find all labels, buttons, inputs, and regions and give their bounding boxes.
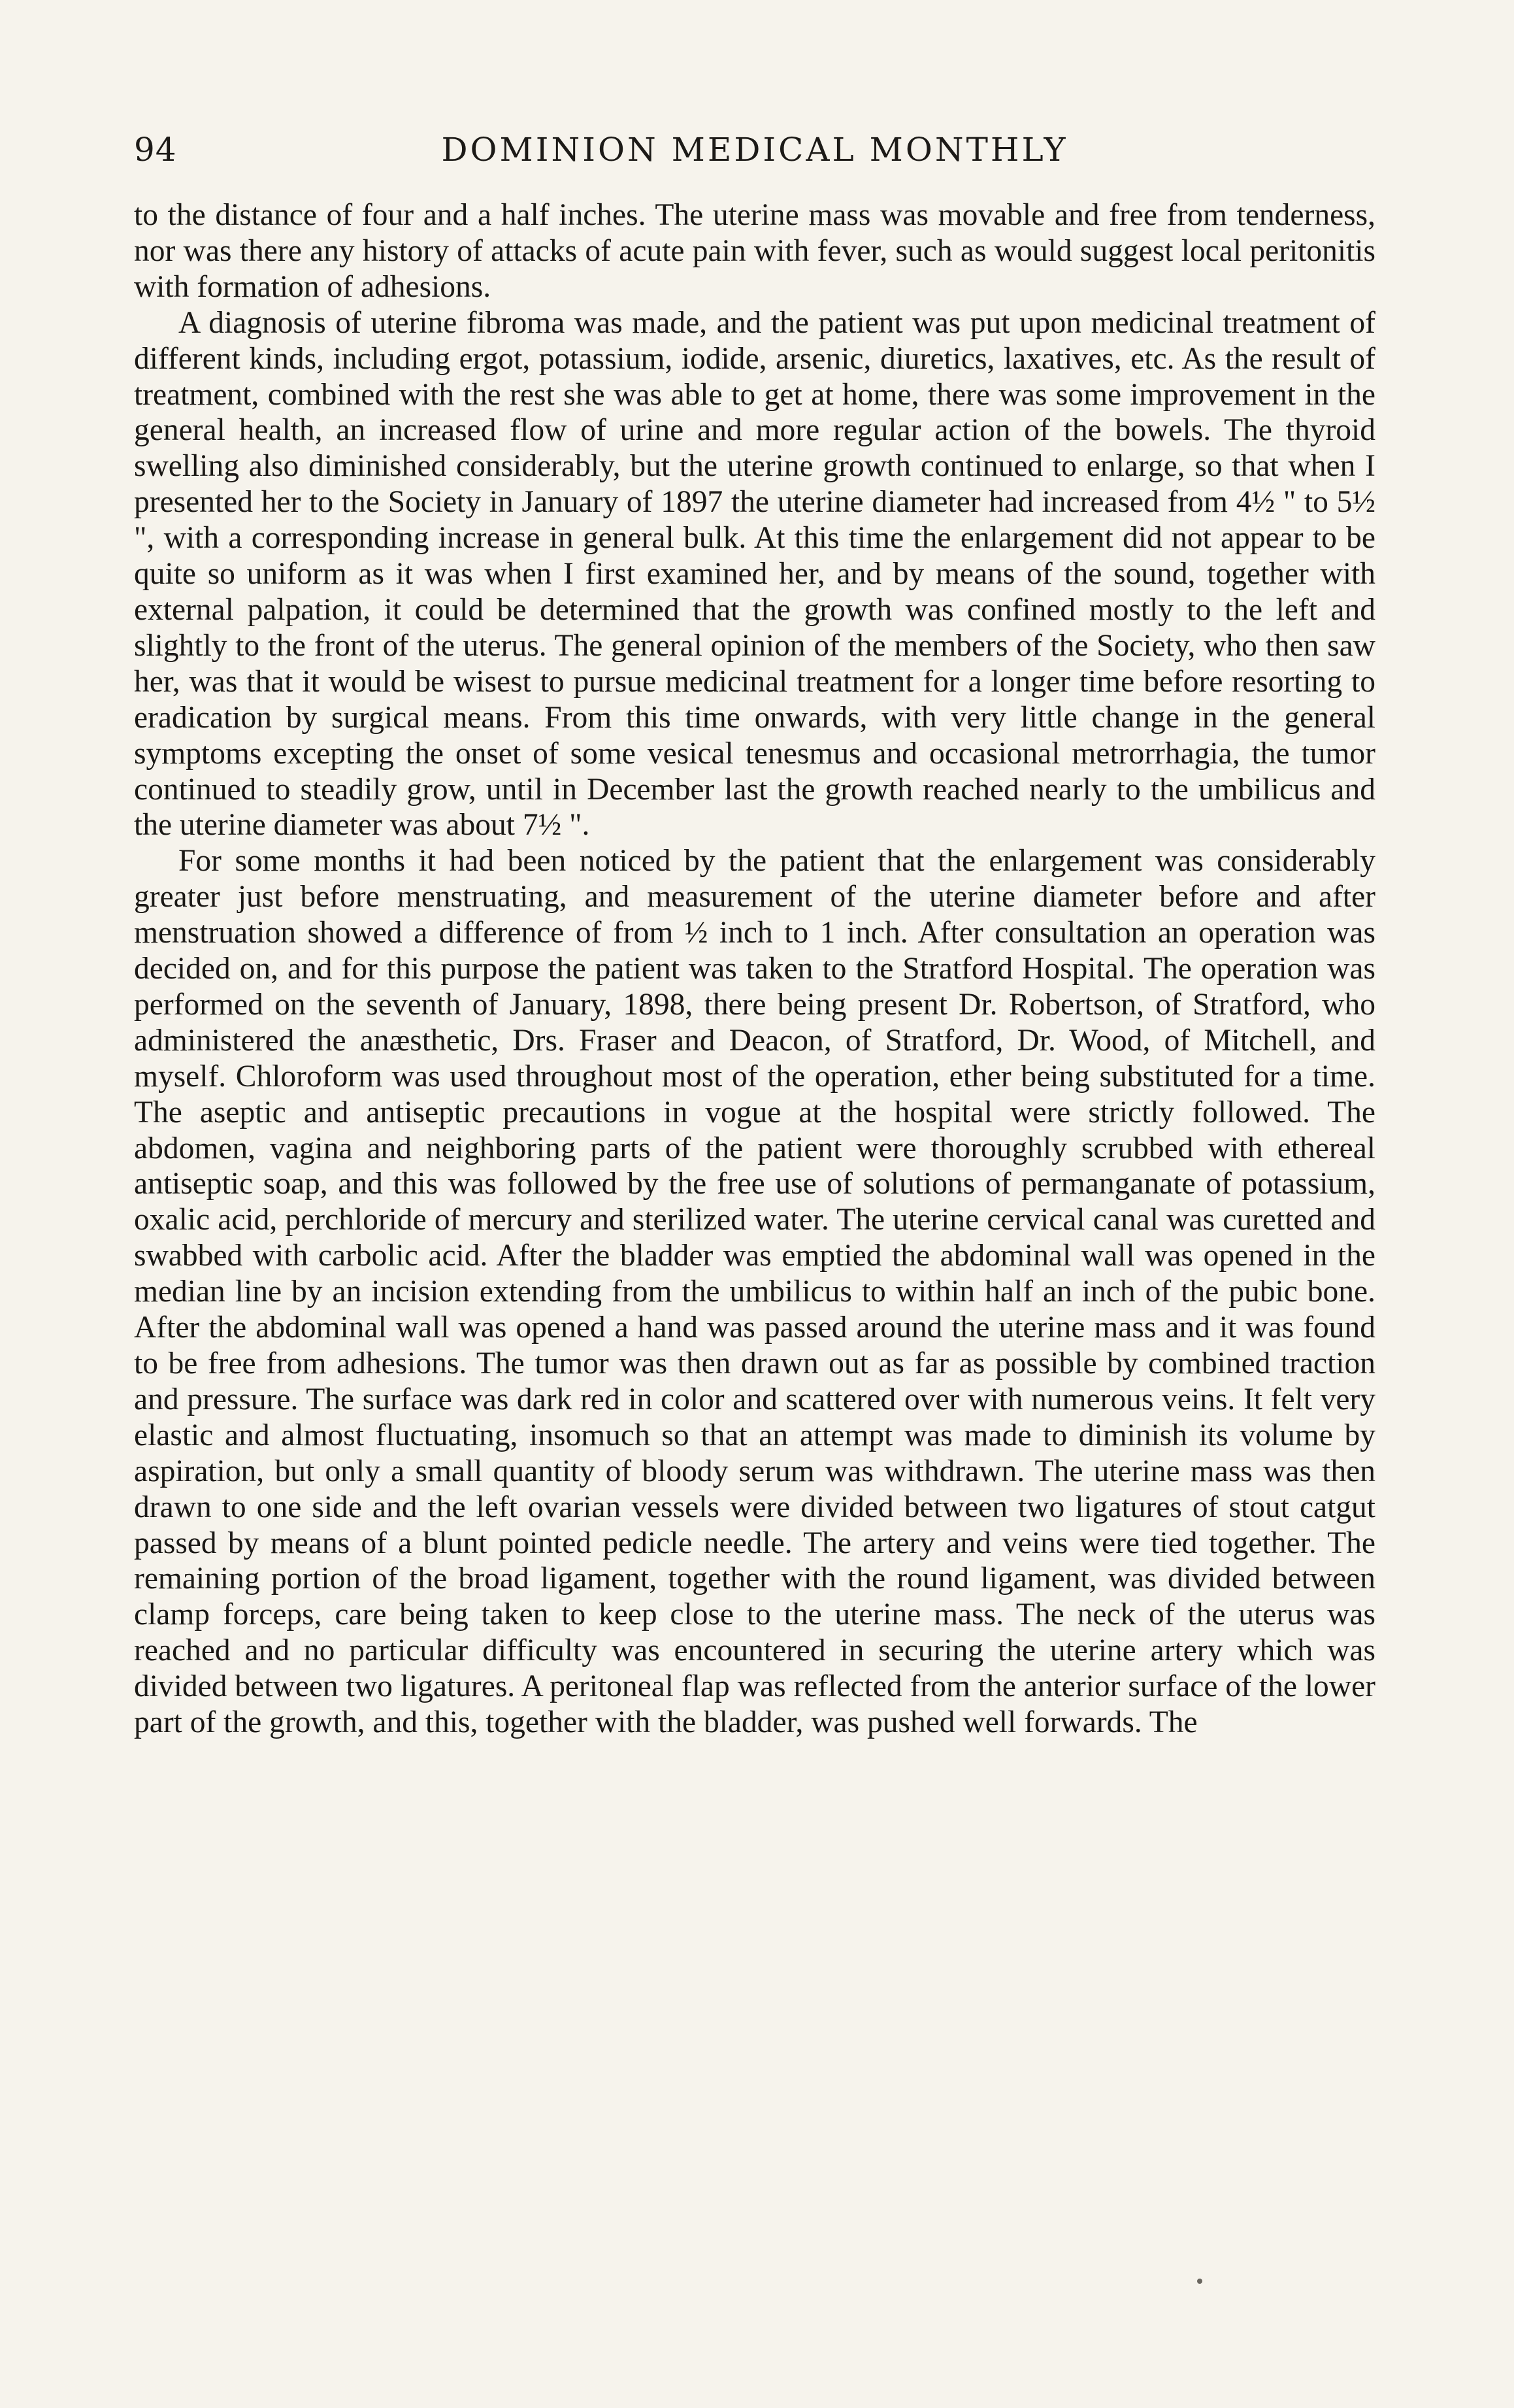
page-header — [134, 131, 1375, 183]
paragraph-operation: For some months it had been noticed by the patient that the enlargement was considerably greater just before menstruating, and measurement of the uterine diameter before and after menstruation showed a difference of from ½ inch to 1 inch. After consultation an operation was decided on, and for this purpose the patient was taken to the Stratford Hospital. The operation was performed on the seventh of January, 1898, there being present Dr. Robertson, of Stratford, who administered the anæsthetic, Drs. Fraser and Deacon, of Stratford, Dr. Wood, of Mitchell, and myself. Chloroform was used throughout most of the operation, ether being substituted for a time. The aseptic and antiseptic precautions in vogue at the hospital were strictly followed. The abdomen, vagina and neighboring parts of the patient were thoroughly scrubbed with ethereal antiseptic soap, and this was followed by the free use of solutions of permanganate of potassium, oxalic acid, perchloride of mercury and sterilized water. The uterine cervical canal was curetted and swabbed with carbolic acid. After the bladder was emptied the abdominal wall was opened in the median line by an incision extending from the umbilicus to within half an inch of the pubic bone. After the abdominal wall was opened a hand was passed around the uterine mass and it was found to be free from adhesions. The tumor was then drawn out as far as possible by combined traction and pressure. The surface was dark red in color and scattered over with numerous veins. It felt very elastic and almost fluctuating, insomuch so that an attempt was made to diminish its volume by aspiration, but only a small quantity of bloody serum was withdrawn. The uterine mass was then drawn to one side and the left ovarian vessels were divided between two ligatures of stout catgut passed by means of a blunt pointed pedicle needle. The artery and veins were tied together. The remaining portion of the broad ligament, together with the round ligament, was divided between clamp forceps, care being taken to keep close to the uterine mass. The neck of the uterus was reached and no particular difficulty was encountered in securing the uterine artery which was divided between two ligatures. A peritoneal flap was reflected from the anterior surface of the lower part of the growth, and this, together with the bladder, was pushed well forwards. The — [134, 844, 1375, 1740]
running-title: DOMINION MEDICAL MONTHLY — [441, 131, 1068, 169]
print-speck — [1197, 2279, 1202, 2284]
paragraph-diagnosis: A diagnosis of uterine fibroma was made, and the patient was put upon medicinal treatment of different kinds, including ergot, potassium, iodide, arsenic, diuretics, laxatives, etc. As the result of treatment, combined with the rest she was able to get at home, there was some improvement in the general health, an increased flow of urine and more regular action of the bowels. The thyroid swelling also diminished considerably, but the uterine growth continued to enlarge, so that when I presented her to the Society in January of 1897 the uterine diameter had increased from 4½ " to 5½ ", with a corresponding increase in general bulk. At this time the enlargement did not appear to be quite so uniform as it was when I first examined her, and by means of the sound, together with external palpation, it could be determined that the growth was confined mostly to the left and slightly to the front of the uterus. The general opinion of the members of the Society, who then saw her, was that it would be wisest to pursue medicinal treatment for a longer time before resorting to eradication by surgical means. From this time onwards, with very little change in the general symptoms excepting the onset of some vesical tenesmus and occasional metrorrhagia, the tumor continued to steadily grow, until in December last the growth reached nearly to the umbilicus and the uterine diameter was about 7½ ". — [134, 305, 1375, 843]
page-number: 94 — [134, 131, 177, 169]
paragraph-continuation: to the distance of four and a half inches. The uterine mass was movable and free from tenderness, nor was there any history of attacks of acute pain with fever, such as would suggest local peritonitis with formation of adhesions. — [134, 198, 1375, 304]
article-body — [134, 197, 1375, 1741]
